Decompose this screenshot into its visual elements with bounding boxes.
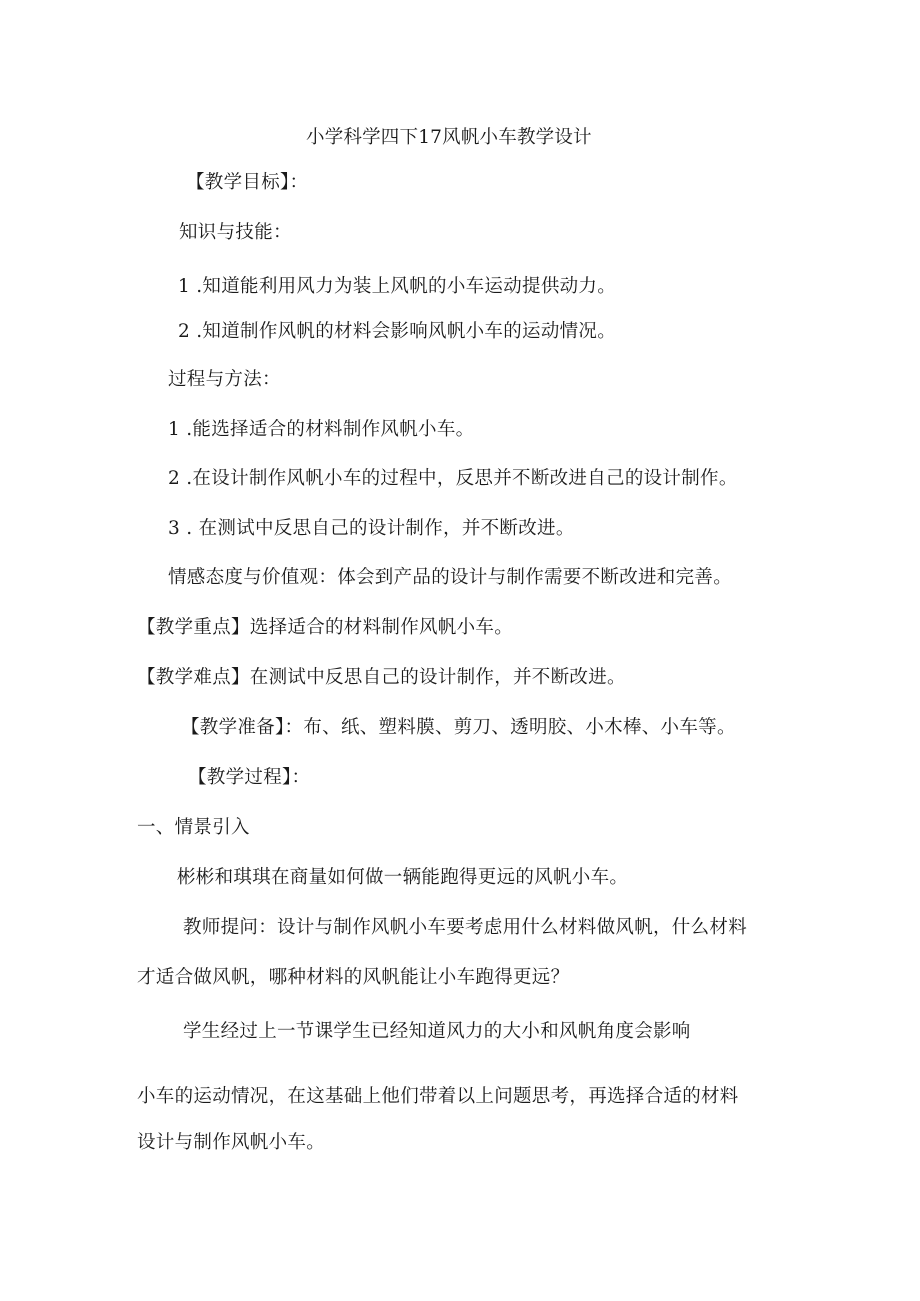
paragraph-1: 彬彬和琪琪在商量如何做一辆能跑得更远的风帆小车。 <box>177 867 629 888</box>
paragraph-3-line-3: 设计与制作风帆小车。 <box>137 1132 326 1153</box>
difficult-point: 【教学难点】在测试中反思自己的设计制作，并不断改进。 <box>137 667 626 688</box>
process-item-1: 1 .能选择适合的材料制作风帆小车。 <box>168 419 475 440</box>
key-point: 【教学重点】选择适合的材料制作风帆小车。 <box>137 617 514 638</box>
knowledge-heading: 知识与技能： <box>179 222 292 243</box>
process-section-heading: 【教学过程】： <box>188 767 311 788</box>
paragraph-3-line-2: 小车的运动情况，在这基础上他们带着以上问题思考，再选择合适的材料 <box>137 1086 739 1107</box>
paragraph-2-line-1: 教师提问：设计与制作风帆小车要考虑用什么材料做风帆，什么材料 <box>183 917 748 938</box>
emotion-line: 情感态度与价值观：体会到产品的设计与制作需要不断改进和完善。 <box>168 567 733 588</box>
paragraph-3-line-1: 学生经过上一节课学生已经知道风力的大小和风帆角度会影响 <box>183 1021 691 1042</box>
objectives-heading: 【教学目标】： <box>186 172 309 193</box>
knowledge-item-1: 1 .知道能利用风力为装上风帆的小车运动提供动力。 <box>178 276 617 297</box>
knowledge-item-2: 2 .知道制作风帆的材料会影响风帆小车的运动情况。 <box>178 321 617 342</box>
section-one-heading: 一、情景引入 <box>137 817 250 838</box>
paragraph-2-line-2: 才适合做风帆，哪种材料的风帆能让小车跑得更远？ <box>137 967 570 988</box>
process-heading: 过程与方法： <box>168 369 281 390</box>
process-item-2: 2 .在设计制作风帆小车的过程中，反思并不断改进自己的设计制作。 <box>168 468 738 489</box>
document-title: 小学科学四下17风帆小车教学设计 <box>306 127 592 148</box>
preparation-line: 【教学准备】：布、纸、塑料膜、剪刀、透明胶、小木棒、小车等。 <box>181 717 736 738</box>
process-item-3: 3 . 在测试中反思自己的设计制作，并不断改进。 <box>168 518 575 539</box>
